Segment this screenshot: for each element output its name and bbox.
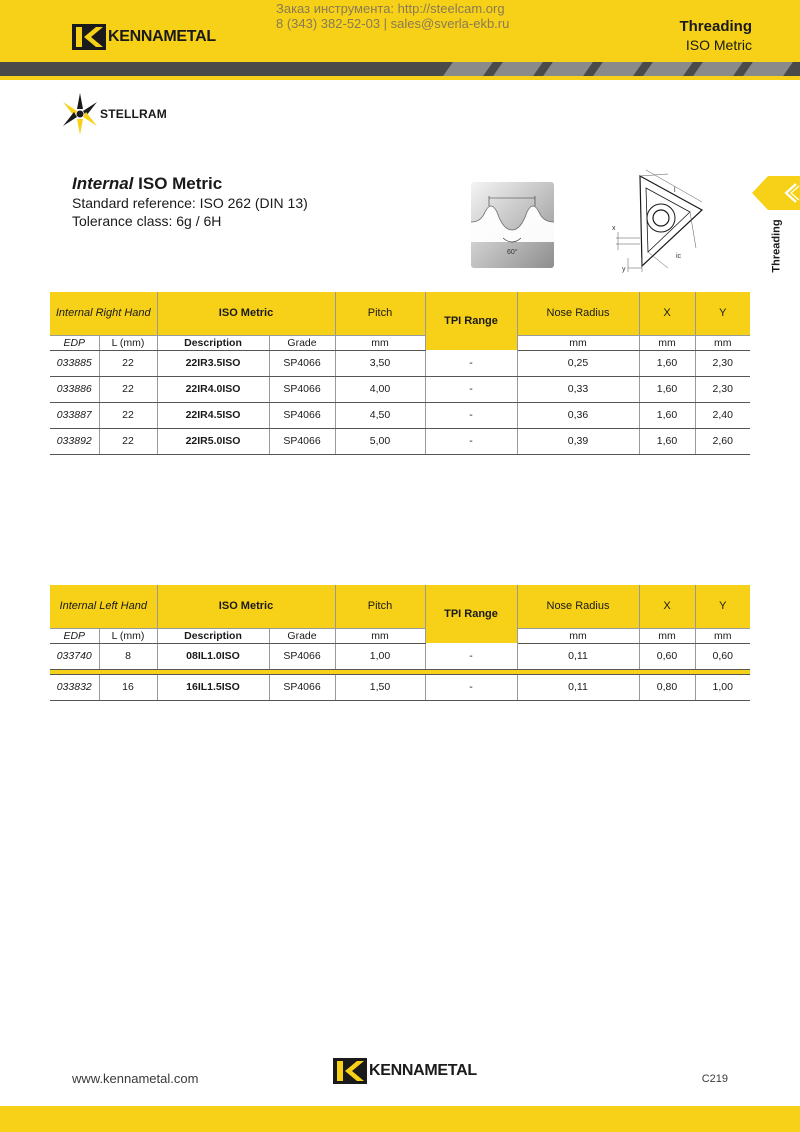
subheader-edp: EDP (50, 628, 99, 643)
cell-y: 2,40 (695, 402, 750, 428)
kennametal-mark-icon (72, 24, 106, 50)
intro-title-italic: Internal (72, 174, 134, 193)
footer-kennametal-logo (333, 1058, 477, 1084)
table-row (50, 376, 750, 402)
intro-title (72, 174, 308, 194)
cell-description: 22IR3.5ISO (157, 350, 269, 376)
cell-y: 2,30 (695, 350, 750, 376)
cell-tpi: - (425, 643, 517, 669)
kennametal-logo (72, 24, 216, 50)
cell-description: 16IL1.5ISO (157, 674, 269, 700)
column-header-hand: Internal Left Hand (50, 585, 157, 628)
cell-grade: SP4066 (269, 428, 335, 454)
subheader-x-unit: mm (639, 335, 695, 350)
subheader-grade: Grade (269, 628, 335, 643)
subheader-nose-unit: mm (517, 628, 639, 643)
cell-l: 22 (99, 402, 157, 428)
cell-tpi: - (425, 376, 517, 402)
intro-title-rest: ISO Metric (133, 174, 223, 193)
cell-tpi: - (425, 674, 517, 700)
cell-tpi: - (425, 402, 517, 428)
cell-description: 22IR4.0ISO (157, 376, 269, 402)
column-header-x: X (639, 292, 695, 335)
insert-dimension-diagram (606, 168, 712, 276)
stellram-star-icon (62, 92, 98, 136)
cell-l: 8 (99, 643, 157, 669)
table-row (50, 350, 750, 376)
cell-nose: 0,11 (517, 643, 639, 669)
kennametal-wordmark: KENNAMETAL (108, 28, 216, 45)
cell-pitch: 1,50 (335, 674, 425, 700)
table-row (50, 428, 750, 454)
header-stripe (0, 62, 800, 76)
subheader-pitch-unit: mm (335, 335, 425, 350)
kennametal-mark-icon (333, 1058, 367, 1084)
diagram-label-y: y (622, 266, 626, 273)
subheader-description: Description (157, 335, 269, 350)
cell-x: 1,60 (639, 402, 695, 428)
column-header-iso: ISO Metric (157, 585, 335, 628)
cell-edp: 033886 (50, 376, 99, 402)
column-header-y: Y (695, 585, 750, 628)
column-header-y: Y (695, 292, 750, 335)
cell-edp: 033832 (50, 674, 99, 700)
column-header-x: X (639, 585, 695, 628)
stellram-logo (62, 92, 167, 136)
cell-y: 2,60 (695, 428, 750, 454)
section-title: Threading (679, 18, 752, 35)
column-header-pitch: Pitch (335, 585, 425, 628)
cell-pitch: 4,50 (335, 402, 425, 428)
subheader-x-unit: mm (639, 628, 695, 643)
left-hand-table (50, 585, 750, 701)
cell-description: 22IR4.5ISO (157, 402, 269, 428)
subheader-y-unit: mm (695, 628, 750, 643)
side-tab-text: Threading (770, 219, 783, 273)
section-subtitle: ISO Metric (685, 37, 752, 53)
cell-nose: 0,11 (517, 674, 639, 700)
thread-profile-image (471, 182, 554, 268)
cell-pitch: 1,00 (335, 643, 425, 669)
cell-edp: 033740 (50, 643, 99, 669)
cell-grade: SP4066 (269, 674, 335, 700)
cell-nose: 0,39 (517, 428, 639, 454)
standard-reference: Standard reference: ISO 262 (DIN 13) (72, 195, 308, 211)
cell-grade: SP4066 (269, 376, 335, 402)
subheader-y-unit: mm (695, 335, 750, 350)
cell-nose: 0,25 (517, 350, 639, 376)
table-row (50, 674, 750, 700)
footer-url[interactable]: www.kennametal.com (72, 1071, 199, 1086)
cell-description: 08IL1.0ISO (157, 643, 269, 669)
cell-grade: SP4066 (269, 643, 335, 669)
cell-description: 22IR5.0ISO (157, 428, 269, 454)
cell-y: 0,60 (695, 643, 750, 669)
cell-y: 1,00 (695, 674, 750, 700)
column-header-hand: Internal Right Hand (50, 292, 157, 335)
promo-text (276, 1, 509, 31)
promo-line-2: 8 (343) 382-52-03 | sales@sverla-ekb.ru (276, 16, 510, 31)
kennametal-wordmark: KENNAMETAL (369, 1062, 477, 1079)
intro-block (72, 174, 308, 230)
thread-angle-label: 60° (507, 249, 518, 256)
cell-tpi: - (425, 428, 517, 454)
subheader-pitch-unit: mm (335, 628, 425, 643)
side-tab-label (766, 219, 784, 273)
subheader-l: L (mm) (99, 628, 157, 643)
subheader-nose-unit: mm (517, 335, 639, 350)
threading-side-tab[interactable] (752, 176, 800, 210)
subheader-grade: Grade (269, 335, 335, 350)
right-hand-table (50, 292, 750, 455)
column-header-tpi: TPI Range (425, 292, 517, 350)
column-header-nose: Nose Radius (517, 292, 639, 335)
cell-pitch: 3,50 (335, 350, 425, 376)
cell-x: 1,60 (639, 428, 695, 454)
subheader-description: Description (157, 628, 269, 643)
cell-edp: 033887 (50, 402, 99, 428)
chevron-left-icon (782, 182, 800, 204)
cell-edp: 033885 (50, 350, 99, 376)
cell-x: 0,60 (639, 643, 695, 669)
diagram-label-x: x (612, 225, 616, 232)
cell-edp: 033892 (50, 428, 99, 454)
header-accent-line (0, 76, 800, 80)
tolerance-class: Tolerance class: 6g / 6H (72, 213, 222, 229)
subheader-edp: EDP (50, 335, 99, 350)
cell-x: 0,80 (639, 674, 695, 700)
cell-x: 1,60 (639, 376, 695, 402)
cell-nose: 0,36 (517, 402, 639, 428)
cell-l: 22 (99, 350, 157, 376)
table-row (50, 402, 750, 428)
cell-grade: SP4066 (269, 402, 335, 428)
diagram-label-l: l (674, 187, 676, 194)
stellram-wordmark: STELLRAM (100, 107, 167, 121)
column-header-pitch: Pitch (335, 292, 425, 335)
column-header-nose: Nose Radius (517, 585, 639, 628)
table-row (50, 643, 750, 669)
cell-y: 2,30 (695, 376, 750, 402)
cell-pitch: 5,00 (335, 428, 425, 454)
cell-l: 22 (99, 428, 157, 454)
diagram-label-ic: ic (676, 253, 682, 260)
cell-pitch: 4,00 (335, 376, 425, 402)
cell-x: 1,60 (639, 350, 695, 376)
subheader-l: L (mm) (99, 335, 157, 350)
promo-line-1: Заказ инструмента: http://steelcam.org (276, 1, 505, 16)
footer-bar (0, 1106, 800, 1132)
cell-tpi: - (425, 350, 517, 376)
cell-l: 22 (99, 376, 157, 402)
column-header-iso: ISO Metric (157, 292, 335, 335)
cell-grade: SP4066 (269, 350, 335, 376)
cell-nose: 0,33 (517, 376, 639, 402)
page-number: C219 (701, 1073, 728, 1085)
cell-l: 16 (99, 674, 157, 700)
column-header-tpi: TPI Range (425, 585, 517, 643)
